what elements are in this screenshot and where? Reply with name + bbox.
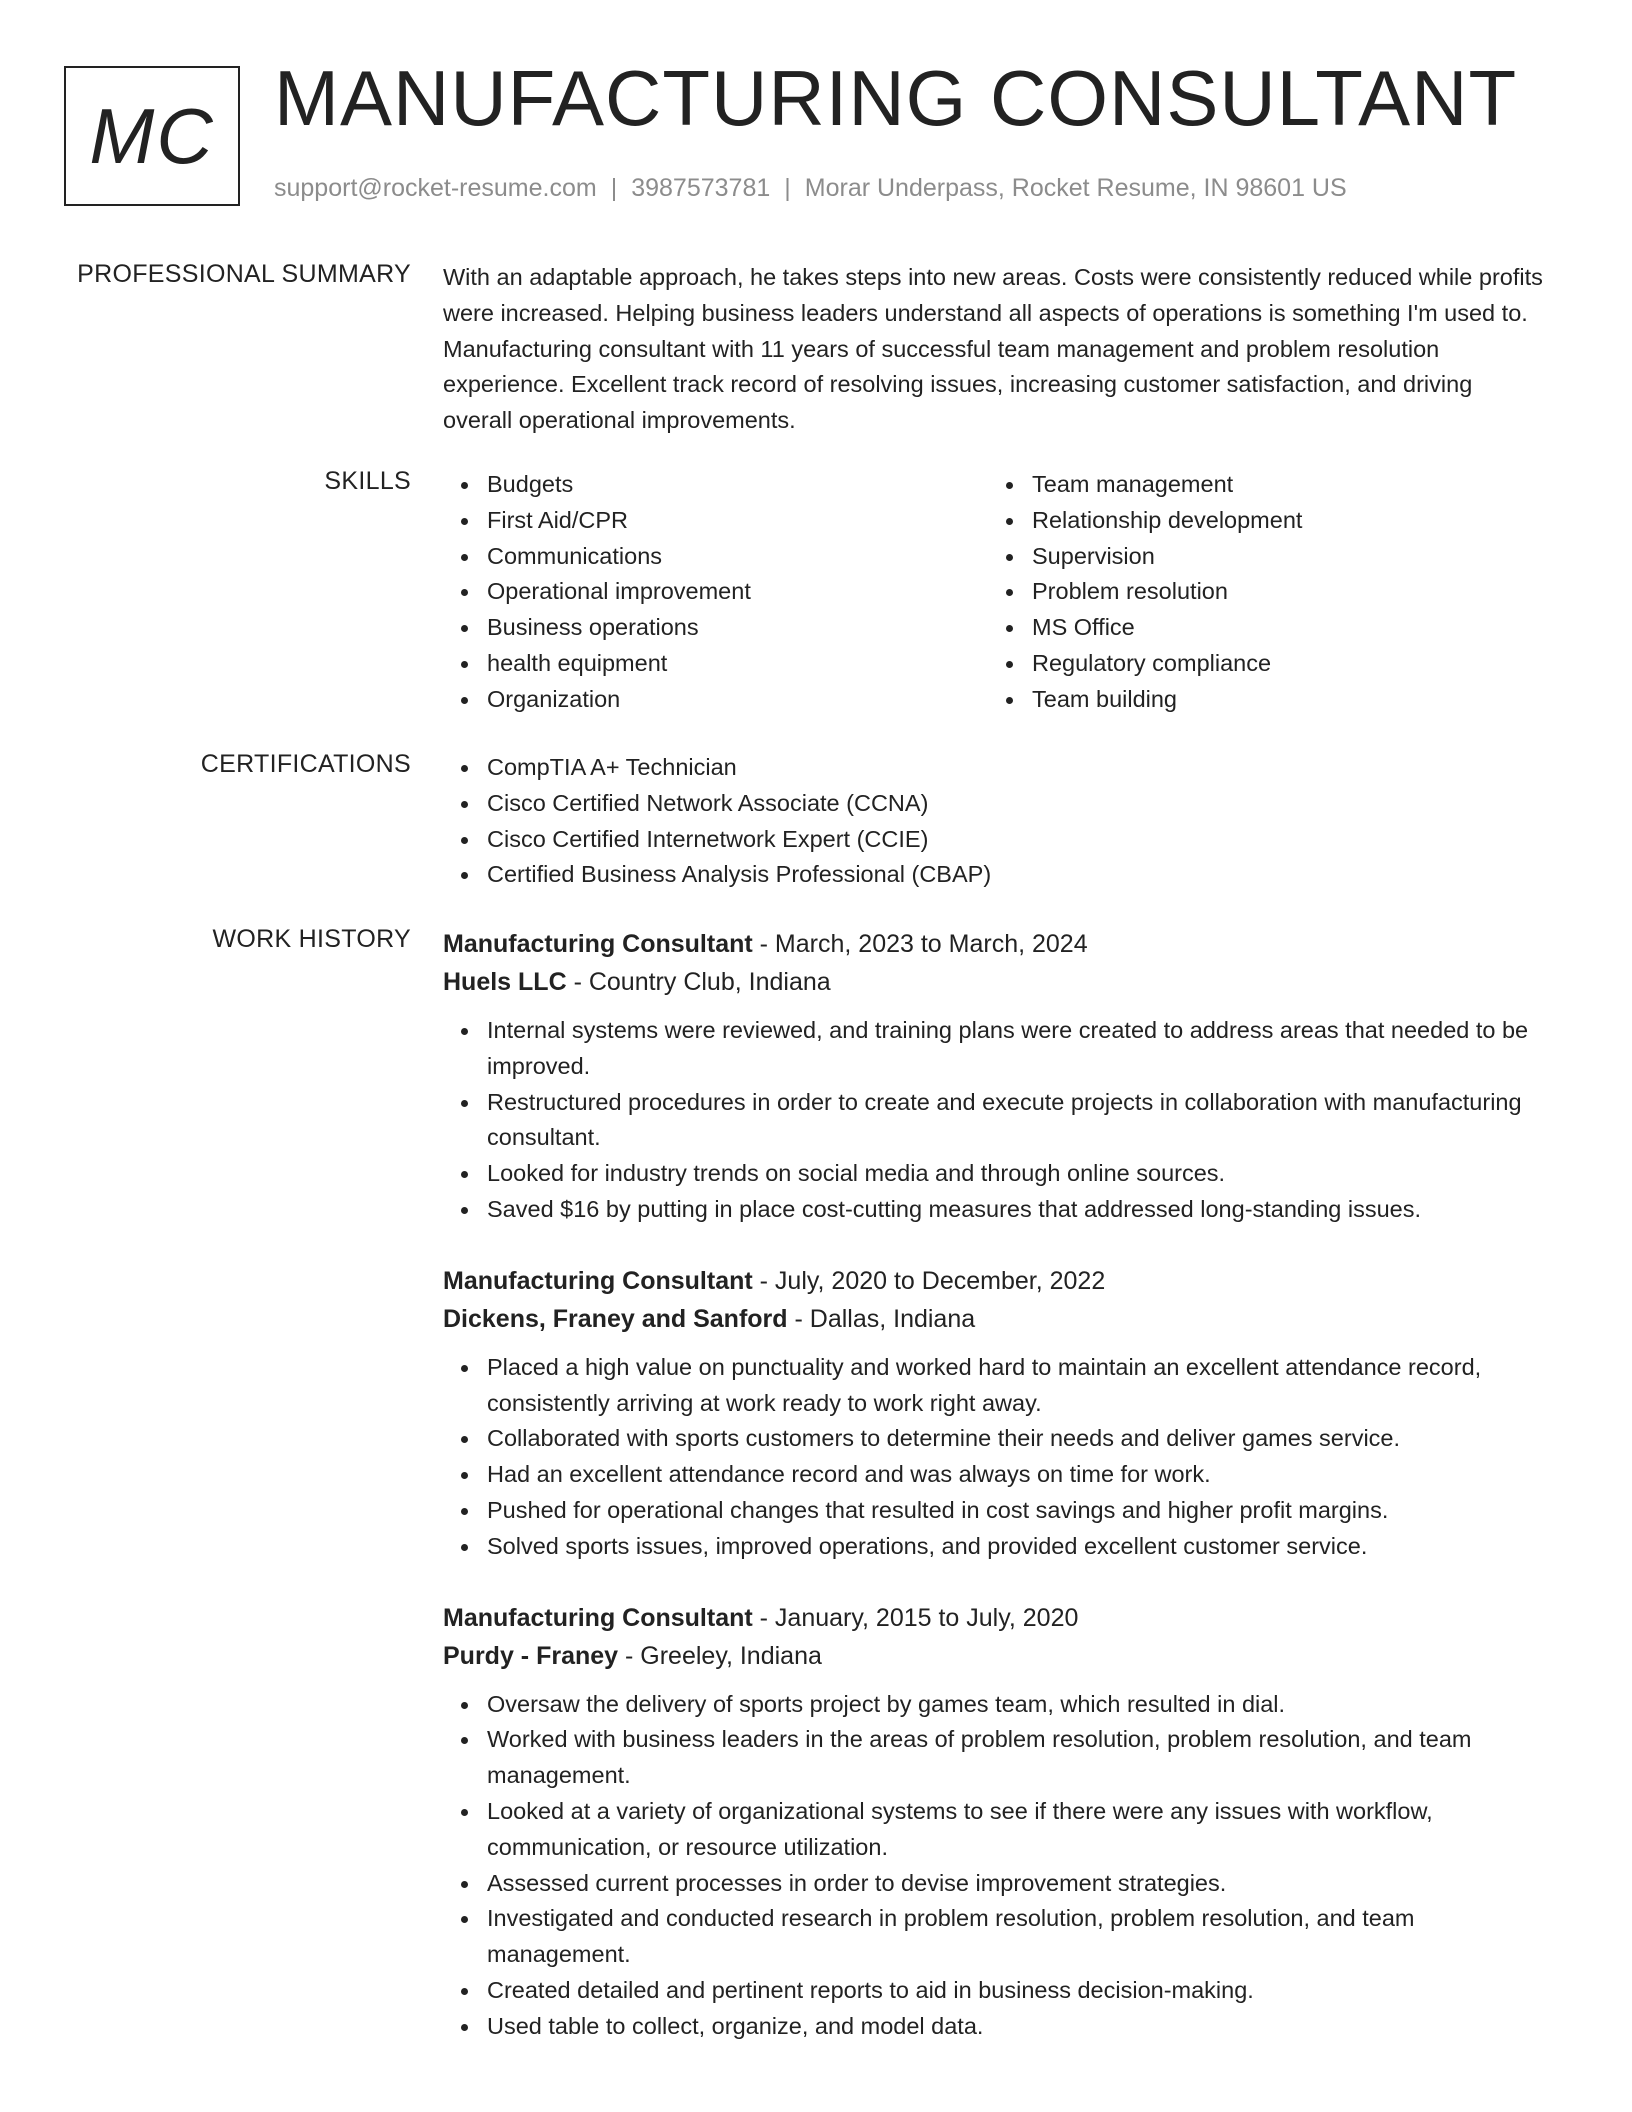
skills-list-right [988,467,1533,718]
job-bullet: Saved $16 by putting in place cost-cutting measures that addressed long-standing issues. [487,1192,1543,1228]
skills-column-left [443,467,988,718]
job-bullet: Internal systems were reviewed, and training plans were created to address areas that needed to be improved. [487,1013,1543,1085]
skills-grid [443,467,1543,718]
job-location: - Country Club, Indiana [566,968,831,996]
job-company: Dickens, Franey and Sanford [443,1304,788,1333]
skill-item: Problem resolution [1032,574,1533,610]
job-dates: - March, 2023 to March, 2024 [752,930,1088,958]
contact-separator: | [784,174,791,202]
resume-title: MANUFACTURING CONSULTANT [274,54,1518,142]
skills-list-left [443,467,988,718]
job-title-line [443,925,1543,963]
work-history-heading: WORK HISTORY [212,925,411,953]
job-bullet: Assessed current processes in order to devise improvement strategies. [487,1866,1543,1902]
skills-column-right [988,467,1533,718]
job-bullet: Restructured procedures in order to create and execute projects in collaboration with manufacturing consultant. [487,1085,1543,1157]
contact-phone: 3987573781 [631,174,771,202]
monogram-box [64,66,240,206]
certification-item: CompTIA A+ Technician [487,750,1543,786]
skill-item: Supervision [1032,539,1533,575]
job-company: Huels LLC [443,968,567,996]
job-bullet: Created detailed and pertinent reports to aid in business decision-making. [487,1973,1543,2009]
certifications-list [443,750,1543,893]
skills-heading: SKILLS [324,467,411,495]
work-history-body [443,925,1543,2079]
job-bullets [443,1013,1543,1228]
job-bullet: Oversaw the delivery of sports project by games team, which resulted in dial. [487,1687,1543,1723]
job-bullet: Solved sports issues, improved operations, and provided excellent customer service. [487,1529,1543,1565]
skill-item: Organization [487,682,988,718]
job-dates: - January, 2015 to July, 2020 [752,1603,1079,1632]
job-company: Purdy - Franey [443,1641,619,1670]
skill-item: Operational improvement [487,574,988,610]
job-bullet: Looked at a variety of organizational systems to see if there were any issues with workflow, communication, or resource utilization. [487,1794,1543,1866]
skill-item: Relationship development [1032,503,1533,539]
skill-item: First Aid/CPR [487,503,988,539]
job-bullets [443,1350,1543,1565]
certifications-body [443,750,1543,893]
contact-separator: | [610,174,618,202]
skill-item: Team management [1032,467,1533,503]
skill-item: Budgets [487,467,988,503]
job-title: Manufacturing Consultant [443,1266,753,1295]
summary-text: With an adaptable approach, he takes steps into new areas. Costs were consistently reduced while profits were increased. Helping business leaders understand all aspects of operations is something I'm used to. Manufacturing consultant with 11 years of successful team management and problem resolution experience. Excellent track record of resolving issues, increasing customer satisfaction, and driving overall operational improvements. [443,264,1543,434]
job-bullets [443,1687,1543,2045]
job-bullet: Used table to collect, organize, and model data. [487,2009,1543,2045]
skill-item: Business operations [487,610,988,646]
contact-email: support@rocket-resume.com [274,174,597,202]
job-entry [443,1262,1543,1565]
job-bullet: Had an excellent attendance record and was always on time for work. [487,1457,1543,1493]
certifications-heading: CERTIFICATIONS [200,750,411,778]
job-company-line [443,1637,1543,1675]
certification-item: Cisco Certified Network Associate (CCNA) [487,786,1543,822]
job-bullet: Investigated and conducted research in problem resolution, problem resolution, and team management. [487,1901,1543,1973]
certification-item: Certified Business Analysis Professional (CBAP) [487,857,1543,893]
job-company-line [443,963,1543,1001]
monogram-initials: MC [89,91,215,180]
certification-item: Cisco Certified Internetwork Expert (CCIE) [487,822,1543,858]
job-title: Manufacturing Consultant [443,1603,753,1632]
job-company-line [443,1300,1543,1338]
job-bullet: Looked for industry trends on social media and through online sources. [487,1156,1543,1192]
summary-body [443,260,1543,439]
skill-item: MS Office [1032,610,1533,646]
skill-item: Team building [1032,682,1533,718]
skills-body [443,467,1543,718]
job-location: - Dallas, Indiana [787,1304,976,1333]
job-title-line [443,1262,1543,1300]
job-title-line [443,1599,1543,1637]
job-entry [443,925,1543,1228]
job-entry [443,1599,1543,2045]
contact-address: Morar Underpass, Rocket Resume, IN 98601 US [804,174,1347,202]
job-bullet: Pushed for operational changes that resulted in cost savings and higher profit margins. [487,1493,1543,1529]
skill-item: Communications [487,539,988,575]
job-bullet: Placed a high value on punctuality and worked hard to maintain an excellent attendance record, consistently arriving at work ready to work right away. [487,1350,1543,1422]
job-bullet: Worked with business leaders in the areas of problem resolution, problem resolution, and team management. [487,1722,1543,1794]
job-dates: - July, 2020 to December, 2022 [752,1266,1106,1295]
summary-heading: PROFESSIONAL SUMMARY [77,260,411,288]
job-title: Manufacturing Consultant [443,930,753,958]
skill-item: Regulatory compliance [1032,646,1533,682]
skill-item: health equipment [487,646,988,682]
job-location: - Greeley, Indiana [618,1641,822,1670]
contact-line [274,174,1347,203]
job-bullet: Collaborated with sports customers to determine their needs and deliver games service. [487,1421,1543,1457]
